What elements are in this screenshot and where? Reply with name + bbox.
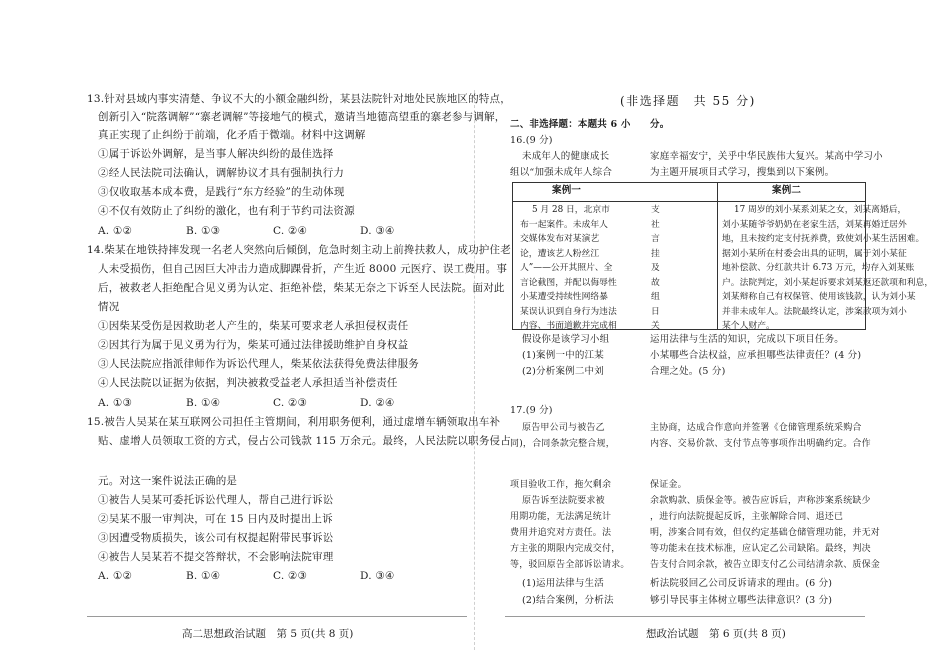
q17-line: 等，驳回原告全部诉讼请求。 bbox=[510, 560, 630, 570]
q15-choice-a: A. ①② bbox=[98, 570, 133, 582]
q13-option: ③仅收取基本成本费，是践行“东方经验”的生动体现 bbox=[98, 186, 345, 198]
q16-line-tail: 为主题开展项目式学习，搜集到以下案例。 bbox=[650, 167, 835, 178]
case1-fragment: 及 bbox=[651, 263, 660, 273]
q14-line: 人未受损伤，但自己因巨大冲击力造成脚踝骨折，产生近 8000 元医疗、误工费用。事 bbox=[98, 263, 508, 275]
q14-choice-a: A. ①③ bbox=[98, 397, 133, 409]
q14-choice-b: B. ①④ bbox=[186, 397, 221, 409]
q15-line: 15.被告人吴某在某互联网公司担任主管期间，利用职务便利，通过虚增车辆领取出车补 bbox=[87, 416, 501, 428]
case2-line: 17 周岁的刘小某系刘某之女，刘某离婚后， bbox=[734, 205, 907, 215]
q17-line: 原告甲公司与被告乙 bbox=[522, 423, 605, 433]
case2-title: 案例二 bbox=[772, 185, 802, 196]
q14-line: 14.柴某在地铁持摔发现一名老人突然向后倾倒，危急时刻主动上前搀扶救人，成功护住老 bbox=[87, 244, 511, 256]
case1-line: 布一起案件。未成年人 bbox=[520, 219, 608, 230]
case1-line: 论，遭该艺人粉丝江 bbox=[520, 248, 600, 259]
q14-option: ④人民法院以证据为依据，判决被救受益老人承担适当补偿责任 bbox=[98, 377, 398, 389]
case2-text bbox=[722, 203, 933, 334]
right-page-footer: 想政治试题 第 6 页(共 8 页) bbox=[646, 628, 786, 640]
case1-fragment: 言 bbox=[651, 234, 660, 244]
q15-option: ①被告人吴某可委托诉讼代理人，帮自己进行诉讼 bbox=[98, 494, 334, 506]
q16-heading: 16.(9 分) bbox=[510, 135, 553, 146]
q17-line-tail: 明，涉案合同有效，但仅约定基础仓储管理功能，并无对 bbox=[650, 528, 881, 538]
q17-task-tail: 析法院驳回乙公司反诉请求的理由。(6 分) bbox=[650, 578, 833, 589]
q16-task: (1)案例一中的江某 bbox=[522, 350, 604, 361]
case1-line: 小某遭受持续性网络暴 bbox=[520, 292, 608, 302]
q15-choice-b: B. ①④ bbox=[186, 570, 221, 582]
q13-option: ②经人民法院司法确认，调解协议才具有强制执行力 bbox=[98, 167, 345, 179]
section-title: (非选择题 共 55 分) bbox=[620, 94, 756, 108]
q13-line: 创新引入“院落调解”“寨老调解”等接地气的模式，邀请当地德高望重的寨老参与调解， bbox=[98, 111, 506, 123]
q17-line-tail: 保证金。 bbox=[650, 480, 687, 490]
q15-line: 元。对这一案件说法正确的是 bbox=[98, 475, 238, 487]
case1-line: 人”——公开其照片、全 bbox=[520, 263, 613, 273]
q14-choice-c: C. ②③ bbox=[273, 397, 308, 409]
q17-task: (1)运用法律与生活 bbox=[522, 578, 604, 589]
q13-choice-b: B. ①③ bbox=[186, 225, 221, 237]
case1-fragment: 日 bbox=[651, 306, 660, 317]
case2-line: 据刘小某所在村委会出具的证明，属于刘小某征 bbox=[722, 248, 907, 259]
q16-line-tail: 家庭幸福安宁，关乎中华民族伟大复兴。某高中学习小 bbox=[650, 151, 883, 162]
q17-line-tail: ，进行向法院提起反诉，主张解除合同、退还已 bbox=[650, 512, 844, 522]
case1-fragment: 组 bbox=[651, 292, 660, 302]
q13-choice-a: A. ①② bbox=[98, 225, 133, 237]
case2-line: 刘小某随爷爷奶奶在老家生活，刘某再婚迁居外 bbox=[722, 219, 907, 230]
right-footer-rule bbox=[505, 616, 865, 617]
q17-line: 项目验收工作，拖欠剩余 bbox=[510, 480, 612, 490]
q14-choice-d: D. ②④ bbox=[360, 397, 395, 409]
q13-line: 真正实现了止纠纷于前端，化矛盾于微端。材料中这调解 bbox=[98, 129, 366, 141]
q17-line-tail: 告支付合同余款，被告立即支付乙公司结清余款、质保金 bbox=[650, 560, 881, 570]
q15-choice-c: C. ②③ bbox=[273, 570, 308, 582]
q15-option: ②吴某不服一审判决，可在 15 日内及时提出上诉 bbox=[98, 513, 333, 525]
q17-line-tail: 等功能未在技术标准，应认定乙公司缺陷。最终，判决 bbox=[650, 544, 871, 554]
q17-heading: 17.(9 分) bbox=[510, 405, 553, 416]
case1-text bbox=[520, 203, 617, 334]
q15-line: 贴、虚增人员领取工资的方式，侵占公司钱款 115 万余元。最终，人民法院以职务侵占 bbox=[98, 435, 511, 447]
case2-line: 户。法院判定，刘小某起诉要求刘某返还款项和利息， bbox=[722, 277, 934, 288]
q16-line: 组以“加强未成年人综合 bbox=[510, 167, 613, 178]
case1-title: 案例一 bbox=[552, 185, 582, 196]
q15-option: ③因遭受物质损失，该公司有权提起附带民事诉讼 bbox=[98, 532, 334, 544]
q13-option: ①属于诉讼外调解，是当事人解决纠纷的最佳选择 bbox=[98, 148, 334, 160]
left-page-footer: 高二思想政治试题 第 5 页(共 8 页) bbox=[182, 628, 354, 640]
case2-line: 刘某辩称自己有权保管、使用该钱款，认为刘小某 bbox=[722, 292, 916, 302]
case2-line: 地，且未按约定支付抚养费，致使刘小某生活困难。 bbox=[722, 234, 925, 244]
q16-task-tail: 小某哪些合法权益，应承担哪些法律责任？(4 分) bbox=[650, 350, 862, 361]
q14-option: ③人民法院应指派律师作为诉讼代理人，柴某依法获得免费法律服务 bbox=[98, 358, 419, 370]
case1-text-tail bbox=[651, 203, 660, 334]
case-table-divider bbox=[717, 183, 718, 329]
q15-choice-d: D. ③④ bbox=[360, 570, 395, 582]
q17-line: 同)，合同条款完整合规， bbox=[510, 439, 615, 449]
q17-line: 用期功能，无法满足统计 bbox=[510, 512, 612, 522]
q17-line: 方主张的期限内完成交付， bbox=[510, 544, 621, 554]
q17-task: (2)结合案例，分析法 bbox=[522, 595, 614, 606]
q17-line-tail: 余款购款、质保金等。被告应诉后，声称涉案系统缺少 bbox=[650, 496, 871, 506]
q14-line: 情况 bbox=[98, 301, 120, 313]
q16-line: 未成年人的健康成长 bbox=[522, 151, 610, 162]
q14-option: ②因其行为属于见义勇为行为，柴某可通过法律援助维护自身权益 bbox=[98, 339, 409, 351]
q17-line-tail: 内容、交易价款、支付节点等事项作出明确约定。合作 bbox=[650, 439, 871, 449]
case1-line: 某误认识到自身行为违法 bbox=[520, 306, 617, 317]
q14-option: ①因柴某受伤是因救助老人产生的，柴某可要求老人承担侵权责任 bbox=[98, 320, 409, 332]
q14-line: 后，被救老人拒绝配合见义勇为认定、拒绝补偿，柴某无奈之下诉至人民法院。面对此 bbox=[98, 282, 505, 294]
q13-choice-c: C. ②④ bbox=[273, 225, 308, 237]
q16-task: 假设你是该学习小组 bbox=[522, 334, 610, 345]
case1-line: 交媒体发布对某演艺 bbox=[520, 234, 600, 244]
q17-line: 费用并追究对方责任。法 bbox=[510, 528, 612, 538]
q16-task: (2)分析案例二中刘 bbox=[522, 366, 604, 377]
case1-line: 言论截图，并配以侮辱性 bbox=[520, 277, 617, 288]
q13-choice-d: D. ③④ bbox=[360, 225, 395, 237]
q17-task-tail: 够引导民事主体树立哪些法律意识？(3 分) bbox=[650, 595, 833, 606]
q16-task-tail: 合理之处。(5 分) bbox=[650, 366, 726, 377]
q17-line-tail: 主协商，达成合作意向并签署《仓储管理系统采购合 bbox=[650, 423, 862, 433]
q15-option: ④被告人吴某若不提交答辩状，不会影响法院审理 bbox=[98, 551, 334, 563]
case1-line: 5 月 28 日，北京市 bbox=[532, 205, 610, 215]
q16-task-tail: 运用法律与生活的知识，完成以下项目任务。 bbox=[650, 334, 845, 345]
q13-option: ④不仅有效防止了纠纷的激化，也有利于节约司法资源 bbox=[98, 205, 355, 217]
section-heading-tail: 分。 bbox=[650, 119, 670, 130]
case2-line: 并非未成年人。法院最终认定，涉案款项为刘小 bbox=[722, 306, 907, 317]
case2-line: 某个人财产。 bbox=[722, 321, 775, 331]
case1-fragment: 关 bbox=[651, 321, 660, 331]
case1-fragment: 挂 bbox=[651, 248, 660, 259]
case1-line: 内容、书面道歉并完成相 bbox=[520, 321, 617, 331]
left-footer-rule bbox=[87, 616, 467, 617]
q13-line: 13.针对县域内事实清楚、争议不大的小额金融纠纷，某县法院针对地处民族地区的特点， bbox=[87, 93, 511, 105]
case1-fragment: 社 bbox=[651, 219, 660, 230]
case1-fragment: 支 bbox=[651, 205, 660, 215]
page-divider bbox=[474, 90, 476, 650]
section-heading: 二、非选择题：本题共 6 小 bbox=[510, 119, 631, 130]
q17-line: 原告诉至法院要求被 bbox=[522, 496, 605, 506]
case2-line: 地补偿款、分红款共计 6.73 万元，均存入刘某账 bbox=[722, 263, 915, 273]
case1-fragment: 故 bbox=[651, 277, 660, 288]
